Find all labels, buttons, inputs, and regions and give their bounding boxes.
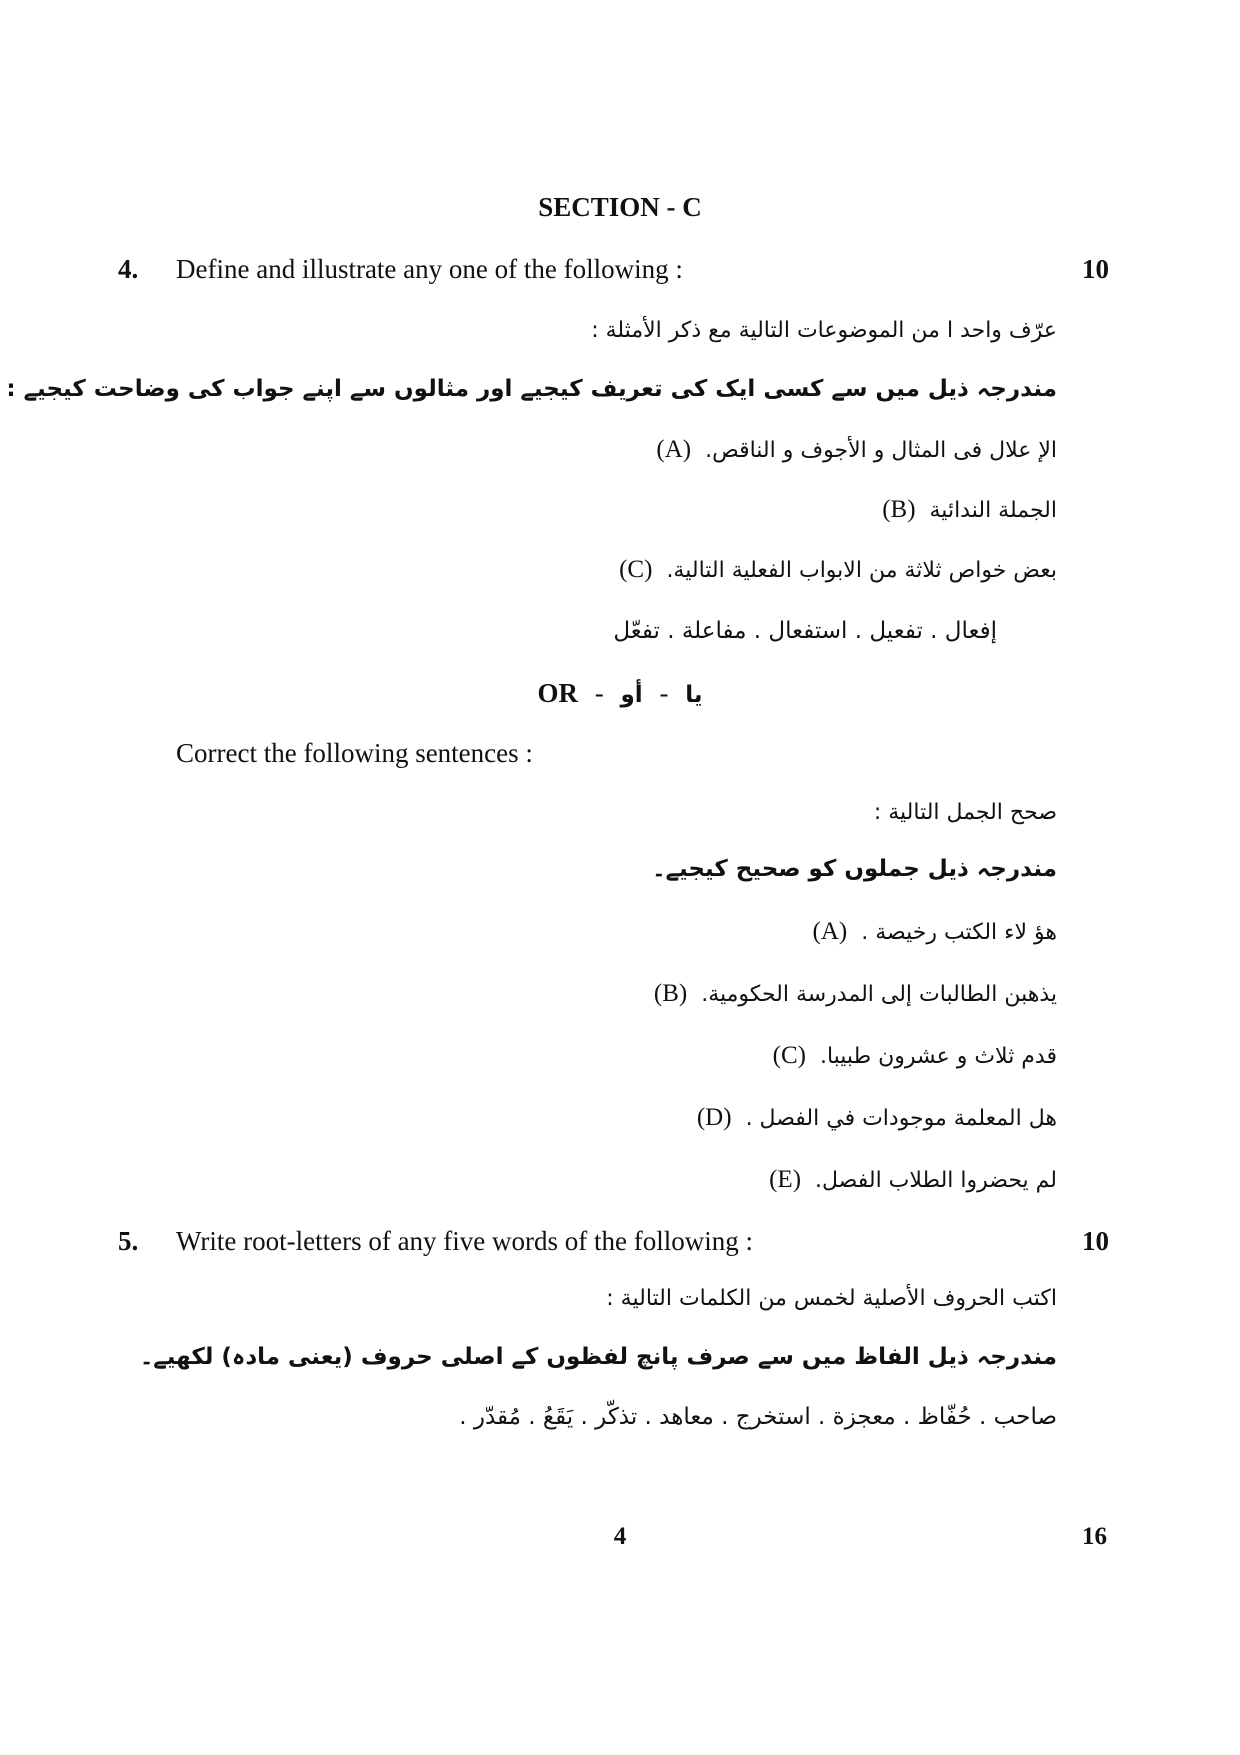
q4-option-c bbox=[619, 556, 1057, 584]
sentence-label: (C) bbox=[772, 1042, 806, 1069]
q5-words: صاحب . حُفّاظ . معجزة . استخرج . معاهد . تذكّر . يَقَعُ . مُقدّر . bbox=[459, 1404, 1057, 1430]
option-label: (B) bbox=[882, 496, 916, 523]
q4-option-a bbox=[656, 436, 1057, 464]
q4-sentence-c bbox=[773, 1042, 1057, 1070]
q4-prompt: Define and illustrate any one of the following : bbox=[176, 254, 683, 284]
sentence-text: قدم ثلاث و عشرون طبيبا. bbox=[819, 1044, 1057, 1069]
paper-code: 16 bbox=[1082, 1523, 1107, 1550]
q4-alt-prompt: Correct the following sentences : bbox=[176, 738, 533, 768]
sentence-label: (D) bbox=[696, 1104, 732, 1131]
or-arabic: أو bbox=[620, 682, 643, 708]
q4-urdu-instruction: مندرجہ ذیل میں سے کسی ایک کی تعریف کیجیے اور مثالوں سے اپنے جواب کی وضاحت کیجیے : bbox=[6, 376, 1057, 402]
sentence-text: لم يحضروا الطلاب الفصل. bbox=[815, 1168, 1057, 1193]
q4-sentence-b bbox=[654, 980, 1057, 1008]
sentence-label: (A) bbox=[812, 918, 848, 945]
q5-urdu-instruction: مندرجہ ذیل الفاظ میں سے صرف پانچ لفظوں کے اصلی حروف (یعنی مادہ) لکھیے۔ bbox=[139, 1344, 1057, 1370]
option-text: الإ علال فى المثال و الأجوف و الناقص. bbox=[705, 438, 1057, 463]
q4-sentence-a bbox=[813, 918, 1057, 946]
q5-arabic-instruction: اكتب الحروف الأصلية لخمس من الكلمات التالية : bbox=[606, 1286, 1057, 1311]
page-number: 4 bbox=[613, 1523, 627, 1550]
q5-prompt: Write root-letters of any five words of the following : bbox=[176, 1226, 754, 1256]
or-english: OR bbox=[537, 678, 579, 708]
section-title: SECTION - C bbox=[538, 192, 702, 222]
option-label: (C) bbox=[619, 556, 653, 583]
q5-marks: 10 bbox=[1082, 1226, 1109, 1256]
or-divider bbox=[0, 678, 1240, 709]
q4-option-b bbox=[882, 496, 1057, 524]
q4-arabic-instruction: عرّف واحد ا من الموضوعات التالية مع ذكر الأمثلة : bbox=[591, 318, 1057, 343]
sentence-label: (E) bbox=[769, 1166, 802, 1193]
q4-sentence-e bbox=[769, 1166, 1057, 1194]
or-urdu: یا bbox=[685, 682, 703, 708]
option-text: الجملة الندائية bbox=[929, 498, 1057, 523]
q4-marks: 10 bbox=[1082, 254, 1109, 284]
q4-alt-arabic-instruction: صحح الجمل التالية : bbox=[873, 800, 1057, 825]
option-text: بعض خواص ثلاثة من الابواب الفعلية التالية. bbox=[666, 558, 1057, 583]
option-label: (A) bbox=[656, 436, 692, 463]
q4-verb-forms: إفعال . تفعيل . استفعال . مفاعلة . تفعّل bbox=[613, 618, 997, 644]
sentence-label: (B) bbox=[653, 980, 688, 1007]
sentence-text: يذهبن الطالبات إلى المدرسة الحكومية. bbox=[701, 982, 1057, 1007]
q4-sentence-d bbox=[697, 1104, 1057, 1132]
q4-number: 4. bbox=[118, 254, 139, 284]
or-separator: - bbox=[659, 678, 669, 708]
q5-number: 5. bbox=[118, 1226, 139, 1256]
sentence-text: هؤ لاء الكتب رخيصة . bbox=[861, 920, 1057, 945]
sentence-text: هل المعلمة موجودات في الفصل . bbox=[745, 1106, 1057, 1131]
or-separator: - bbox=[594, 678, 604, 708]
q4-alt-urdu-instruction: مندرجہ ذیل جملوں کو صحیح کیجیے۔ bbox=[652, 856, 1057, 882]
